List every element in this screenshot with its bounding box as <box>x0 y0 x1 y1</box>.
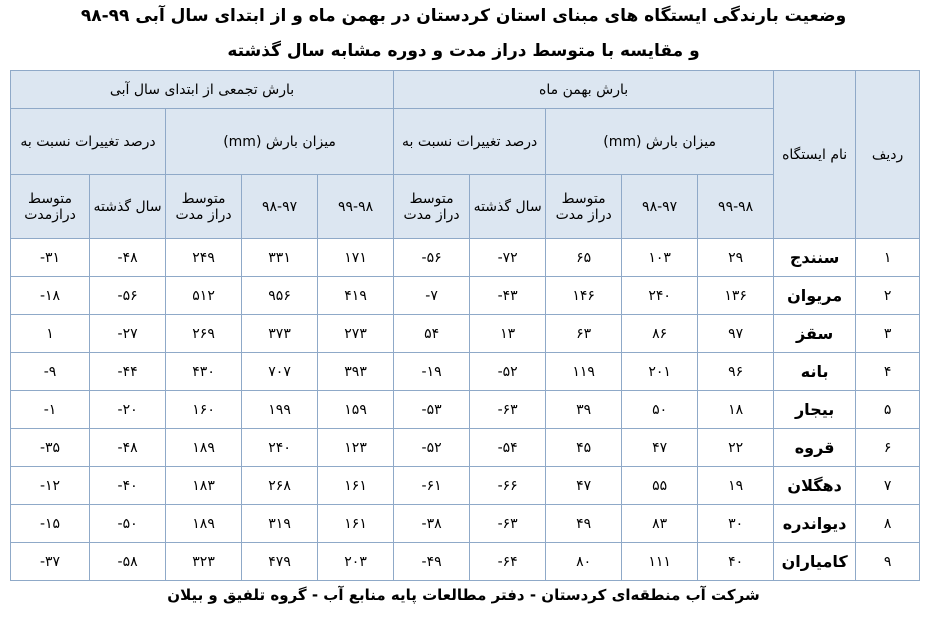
cell-b-lt: -۳۸ <box>394 505 470 543</box>
cell-c-ly: -۴۰ <box>90 467 166 505</box>
cell-b-avg: ۴۹ <box>546 505 622 543</box>
cell-b-avg: ۶۳ <box>546 315 622 353</box>
cell-b-9899: ۱۳۶ <box>698 277 774 315</box>
cell-b-9899: ۳۰ <box>698 505 774 543</box>
cell-b-ly: -۵۲ <box>470 353 546 391</box>
cell-c-9899: ۱۷۱ <box>318 239 394 277</box>
cell-name: دهگلان <box>774 467 856 505</box>
cell-c-avg: ۳۲۳ <box>166 543 242 581</box>
cell-c-9798: ۹۵۶ <box>242 277 318 315</box>
cell-b-9798: ۸۶ <box>622 315 698 353</box>
header-b-lt: متوسط دراز مدت <box>394 175 470 239</box>
cell-b-avg: ۳۹ <box>546 391 622 429</box>
header-c-9899: ۹۹-۹۸ <box>318 175 394 239</box>
cell-c-9798: ۳۷۳ <box>242 315 318 353</box>
cell-b-ly: -۵۴ <box>470 429 546 467</box>
cell-b-avg: ۴۵ <box>546 429 622 467</box>
cell-name: دیواندره <box>774 505 856 543</box>
cell-c-9798: ۳۳۱ <box>242 239 318 277</box>
cell-name: کامیاران <box>774 543 856 581</box>
cell-c-lt: -۳۷ <box>11 543 90 581</box>
cell-b-9798: ۵۵ <box>622 467 698 505</box>
table-row <box>11 353 920 391</box>
cell-b-lt: -۵۲ <box>394 429 470 467</box>
cell-c-lt: -۹ <box>11 353 90 391</box>
cell-no: ۶ <box>856 429 920 467</box>
header-station: نام ایستگاه <box>774 71 856 239</box>
cell-c-9899: ۱۲۳ <box>318 429 394 467</box>
page-title: وضعیت بارندگی ایستگاه های مبنای استان کردستان در بهمن ماه و از ابتدای سال آبی ۹۹-۹۸ <box>80 6 847 26</box>
cell-c-ly: -۵۰ <box>90 505 166 543</box>
cell-b-ly: -۷۲ <box>470 239 546 277</box>
cell-b-lt: -۵۳ <box>394 391 470 429</box>
header-b-9798: ۹۸-۹۷ <box>622 175 698 239</box>
cell-c-avg: ۱۸۳ <box>166 467 242 505</box>
table-row <box>11 543 920 581</box>
cell-no: ۸ <box>856 505 920 543</box>
cell-c-avg: ۵۱۲ <box>166 277 242 315</box>
cell-b-9899: ۴۰ <box>698 543 774 581</box>
cell-name: سقز <box>774 315 856 353</box>
cell-b-lt: -۱۹ <box>394 353 470 391</box>
cell-name: قروه <box>774 429 856 467</box>
cell-c-9899: ۲۰۳ <box>318 543 394 581</box>
cell-name: سنندج <box>774 239 856 277</box>
cell-b-lt: ۵۴ <box>394 315 470 353</box>
cell-no: ۷ <box>856 467 920 505</box>
cell-c-avg: ۱۸۹ <box>166 505 242 543</box>
header-c-9798: ۹۸-۹۷ <box>242 175 318 239</box>
cell-b-9798: ۱۰۳ <box>622 239 698 277</box>
cell-b-9899: ۹۶ <box>698 353 774 391</box>
header-bahman-pct: درصد تغییرات نسبت به <box>394 109 546 175</box>
cell-name: مریوان <box>774 277 856 315</box>
header-cum-rain: میزان بارش (mm) <box>166 109 394 175</box>
header-bahman: بارش بهمن ماه <box>394 71 774 109</box>
cell-c-9899: ۱۶۱ <box>318 505 394 543</box>
header-c-lt: متوسط درازمدت <box>11 175 90 239</box>
cell-c-9798: ۷۰۷ <box>242 353 318 391</box>
cell-b-ly: -۶۳ <box>470 505 546 543</box>
cell-b-ly: -۶۴ <box>470 543 546 581</box>
cell-c-lt: -۳۱ <box>11 239 90 277</box>
cell-c-lt: -۱۲ <box>11 467 90 505</box>
cell-b-9798: ۲۴۰ <box>622 277 698 315</box>
cell-c-9798: ۲۴۰ <box>242 429 318 467</box>
cell-c-9798: ۲۶۸ <box>242 467 318 505</box>
cell-b-9899: ۲۲ <box>698 429 774 467</box>
header-b-9899: ۹۹-۹۸ <box>698 175 774 239</box>
header-b-avg: متوسط دراز مدت <box>546 175 622 239</box>
cell-b-9798: ۴۷ <box>622 429 698 467</box>
cell-c-avg: ۱۶۰ <box>166 391 242 429</box>
cell-c-avg: ۴۳۰ <box>166 353 242 391</box>
cell-b-avg: ۱۴۶ <box>546 277 622 315</box>
cell-b-lt: -۶۱ <box>394 467 470 505</box>
header-cum-pct: درصد تغییرات نسبت به <box>11 109 166 175</box>
cell-c-avg: ۲۶۹ <box>166 315 242 353</box>
header-bahman-rain: میزان بارش (mm) <box>546 109 774 175</box>
cell-c-9899: ۴۱۹ <box>318 277 394 315</box>
cell-c-ly: -۲۷ <box>90 315 166 353</box>
rainfall-table <box>10 70 920 581</box>
cell-b-lt: -۷ <box>394 277 470 315</box>
cell-c-9798: ۴۷۹ <box>242 543 318 581</box>
cell-b-9798: ۵۰ <box>622 391 698 429</box>
cell-b-ly: -۶۳ <box>470 391 546 429</box>
cell-c-ly: -۴۸ <box>90 429 166 467</box>
cell-b-avg: ۱۱۹ <box>546 353 622 391</box>
header-row-no: ردیف <box>856 71 920 239</box>
cell-c-lt: -۳۵ <box>11 429 90 467</box>
table-row <box>11 467 920 505</box>
header-b-ly: سال گذشته <box>470 175 546 239</box>
cell-c-9899: ۱۵۹ <box>318 391 394 429</box>
table-row <box>11 277 920 315</box>
cell-c-ly: -۵۸ <box>90 543 166 581</box>
cell-name: بیجار <box>774 391 856 429</box>
cell-c-9899: ۲۷۳ <box>318 315 394 353</box>
cell-c-ly: -۲۰ <box>90 391 166 429</box>
cell-b-lt: -۴۹ <box>394 543 470 581</box>
cell-c-lt: ۱ <box>11 315 90 353</box>
cell-c-9899: ۱۶۱ <box>318 467 394 505</box>
cell-b-9798: ۱۱۱ <box>622 543 698 581</box>
cell-b-9899: ۱۹ <box>698 467 774 505</box>
cell-no: ۵ <box>856 391 920 429</box>
table-row <box>11 315 920 353</box>
cell-b-avg: ۶۵ <box>546 239 622 277</box>
cell-b-9798: ۸۳ <box>622 505 698 543</box>
cell-b-avg: ۴۷ <box>546 467 622 505</box>
cell-no: ۹ <box>856 543 920 581</box>
table-row <box>11 239 920 277</box>
cell-b-avg: ۸۰ <box>546 543 622 581</box>
cell-c-lt: -۱۸ <box>11 277 90 315</box>
cell-c-ly: -۴۴ <box>90 353 166 391</box>
cell-c-9798: ۳۱۹ <box>242 505 318 543</box>
cell-b-lt: -۵۶ <box>394 239 470 277</box>
cell-b-9899: ۹۷ <box>698 315 774 353</box>
table-row <box>11 391 920 429</box>
cell-b-ly: -۶۶ <box>470 467 546 505</box>
cell-c-ly: -۵۶ <box>90 277 166 315</box>
cell-name: بانه <box>774 353 856 391</box>
cell-c-avg: ۲۴۹ <box>166 239 242 277</box>
table-row <box>11 505 920 543</box>
cell-c-lt: -۱ <box>11 391 90 429</box>
cell-no: ۱ <box>856 239 920 277</box>
header-c-ly: سال گذشته <box>90 175 166 239</box>
cell-c-9899: ۳۹۳ <box>318 353 394 391</box>
cell-b-9899: ۲۹ <box>698 239 774 277</box>
cell-c-9798: ۱۹۹ <box>242 391 318 429</box>
table-row <box>11 429 920 467</box>
cell-b-9798: ۲۰۱ <box>622 353 698 391</box>
header-c-avg: متوسط دراز مدت <box>166 175 242 239</box>
cell-b-ly: -۴۳ <box>470 277 546 315</box>
cell-c-avg: ۱۸۹ <box>166 429 242 467</box>
header-cumulative: بارش تجمعی از ابتدای سال آبی <box>11 71 394 109</box>
cell-no: ۲ <box>856 277 920 315</box>
cell-b-9899: ۱۸ <box>698 391 774 429</box>
cell-c-ly: -۴۸ <box>90 239 166 277</box>
cell-c-lt: -۱۵ <box>11 505 90 543</box>
cell-b-ly: ۱۳ <box>470 315 546 353</box>
cell-no: ۴ <box>856 353 920 391</box>
page-subtitle: و مقایسه با متوسط دراز مدت و دوره مشابه سال گذشته <box>227 41 700 61</box>
cell-no: ۳ <box>856 315 920 353</box>
footer-credit: شرکت آب منطقه‌ای کردستان - دفتر مطالعات پایه منابع آب - گروه تلفیق و بیلان <box>167 586 760 604</box>
